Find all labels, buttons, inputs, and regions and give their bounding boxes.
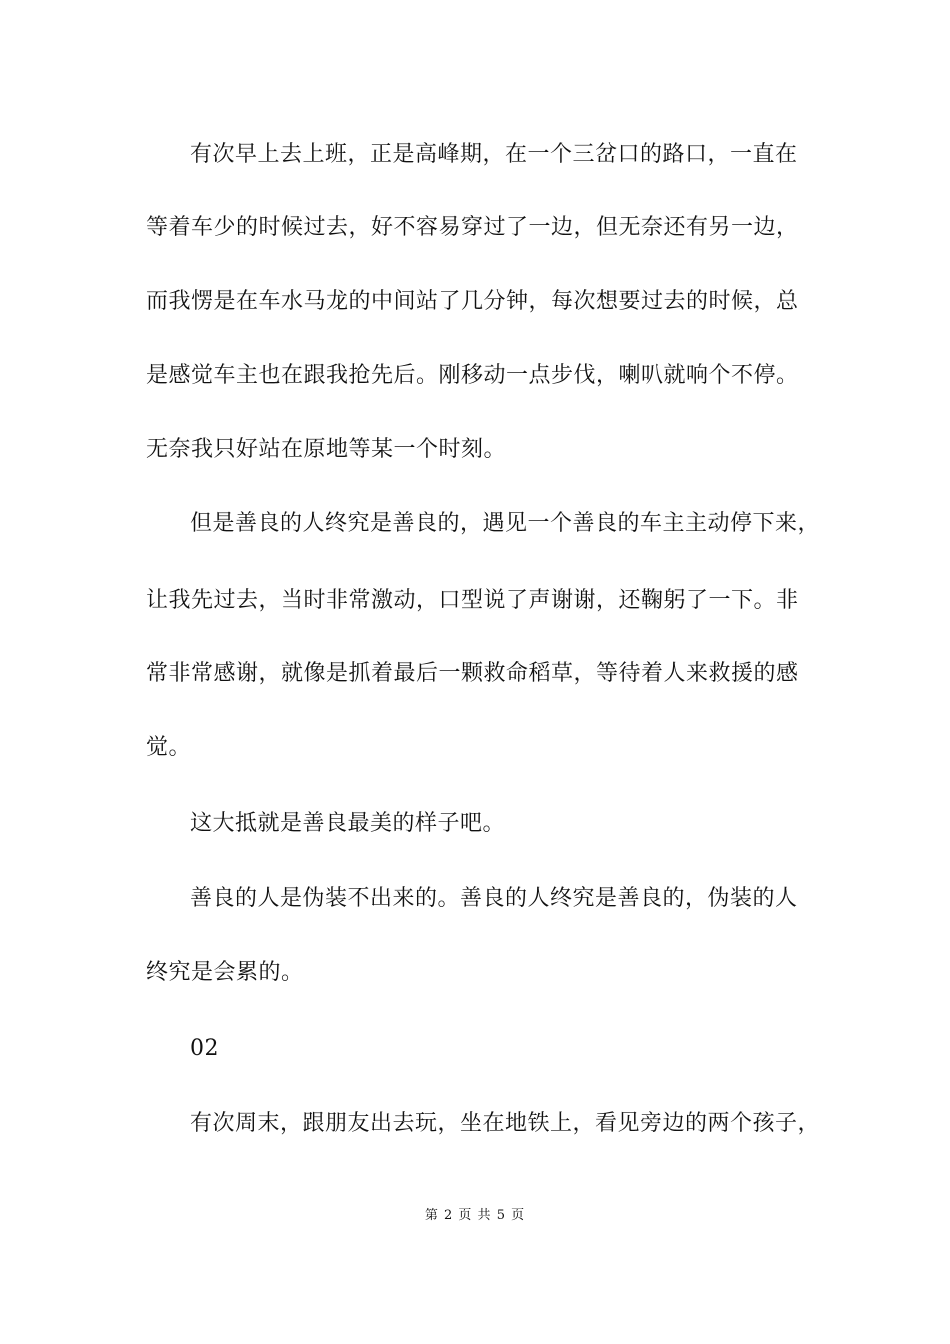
page-number-label: 第 2 页 共 5 页	[424, 1208, 526, 1223]
paragraph-line: 终究是会累的。	[146, 960, 304, 985]
section-number: 02	[190, 1036, 219, 1061]
paragraph-line: 常非常感谢，就像是抓着最后一颗救命稻草，等待着人来救援的感	[146, 661, 799, 686]
paragraph-line: 等着车少的时候过去，好不容易穿过了一边，但无奈还有另一边，	[146, 215, 799, 240]
paragraph-line: 无奈我只好站在原地等某一个时刻。	[146, 437, 507, 462]
page-footer	[0, 1207, 950, 1225]
paragraph-line: 善良的人是伪装不出来的。善良的人终究是善良的，伪装的人	[190, 886, 798, 911]
paragraph-line: 但是善良的人终究是善良的，遇见一个善良的车主主动停下来，	[190, 511, 821, 536]
paragraph-line: 觉。	[146, 735, 192, 760]
paragraph-line: 而我愣是在车水马龙的中间站了几分钟，每次想要过去的时候，总	[146, 289, 799, 314]
paragraph-line: 有次周末，跟朋友出去玩，坐在地铁上，看见旁边的两个孩子，	[190, 1111, 821, 1136]
paragraph-line: 让我先过去，当时非常激动，口型说了声谢谢，还鞠躬了一下。非	[146, 588, 799, 613]
paragraph-line: 有次早上去上班，正是高峰期，在一个三岔口的路口，一直在	[190, 142, 798, 167]
paragraph-line: 是感觉车主也在跟我抢先后。刚移动一点步伐，喇叭就响个不停。	[146, 363, 799, 388]
paragraph-line: 这大抵就是善良最美的样子吧。	[190, 811, 506, 836]
